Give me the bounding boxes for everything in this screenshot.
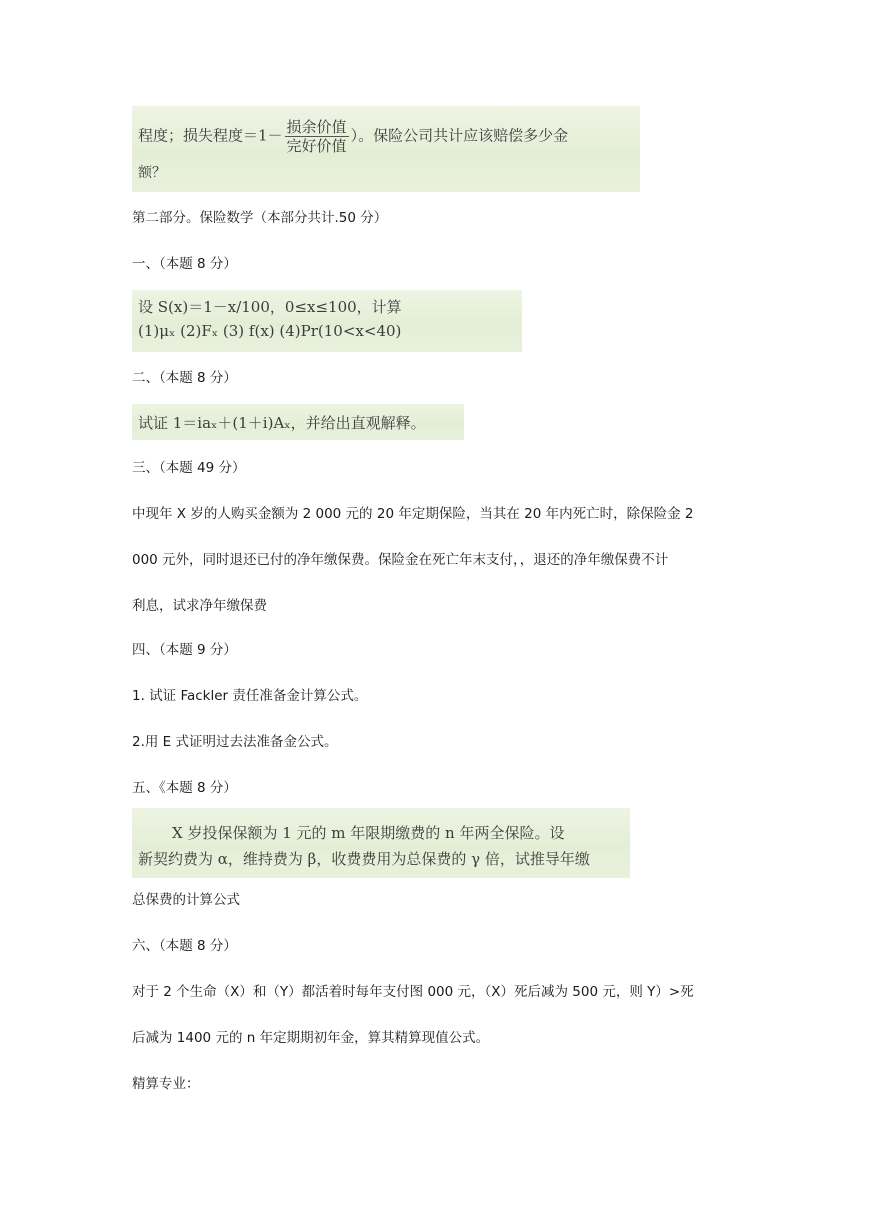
scan-text: 试证 1＝iaₓ＋(1＋i)Aₓ，并给出直观解释。 <box>138 414 426 432</box>
top-scan-image <box>132 106 640 192</box>
fraction <box>285 118 349 155</box>
question-2-heading: 二、（本题 8 分） <box>132 370 237 386</box>
scan-text: 额？ <box>138 165 166 181</box>
paragraph-line: 中现年 X 岁的人购买金额为 2 000 元的 20 年定期保险，当其在 20 年内死亡时，除保险金 2 <box>132 506 694 522</box>
scan-text: (1)μₓ (2)Fₓ (3) f(x) (4)Pr(10<x<40) <box>138 322 402 340</box>
list-item: 2.用 E 式证明过去法准备金公式。 <box>132 734 338 750</box>
paragraph-line: 000 元外，同时退还已付的净年缴保费。保险金在死亡年末支付，，退还的净年缴保费不计 <box>132 552 669 568</box>
paragraph-line: 对于 2 个生命（X）和（Y）都活着时每年支付图 000 元，（X）死后减为 500 元，则 Y）>死 <box>132 984 694 1000</box>
scan-text: 程度；损失程度＝1－ <box>138 126 283 145</box>
question-2-scan-image <box>132 404 464 440</box>
scan-text: X 岁投保保额为 1 元的 m 年限期缴费的 n 年两全保险。设 <box>172 824 565 842</box>
scan-text: 设 S(x)＝1－x/100，0≤x≤100，计算 <box>138 298 402 316</box>
paragraph-line: 后减为 1400 元的 n 年定期期初年金，算其精算现值公式。 <box>132 1030 490 1046</box>
scan-text: 新契约费为 α，维持费为 β，收费费用为总保费的 γ 倍，试推导年缴 <box>138 850 590 868</box>
scan-text: ）。保险公司共计应该赔偿多少金 <box>350 126 569 145</box>
fraction-denominator: 完好价值 <box>286 137 347 155</box>
question-4-heading: 四、（本题 9 分） <box>132 642 237 658</box>
question-5-scan-image <box>132 808 630 878</box>
list-item: 1. 试证 Fackler 责任准备金计算公式。 <box>132 688 368 704</box>
paragraph-line: 总保费的计算公式 <box>132 892 240 908</box>
question-3-heading: 三、（本题 49 分） <box>132 460 246 476</box>
question-5-heading: 五、《本题 8 分） <box>132 780 237 796</box>
question-6-heading: 六、（本题 8 分） <box>132 938 237 954</box>
question-1-heading: 一、（本题 8 分） <box>132 256 237 272</box>
fraction-numerator: 损余价值 <box>286 118 347 136</box>
section-heading: 精算专业： <box>132 1076 200 1092</box>
paragraph-line: 利息，试求净年缴保费 <box>132 598 267 614</box>
question-1-scan-image <box>132 290 522 352</box>
part-heading: 第二部分。保险数学（本部分共计.50 分） <box>132 210 388 226</box>
